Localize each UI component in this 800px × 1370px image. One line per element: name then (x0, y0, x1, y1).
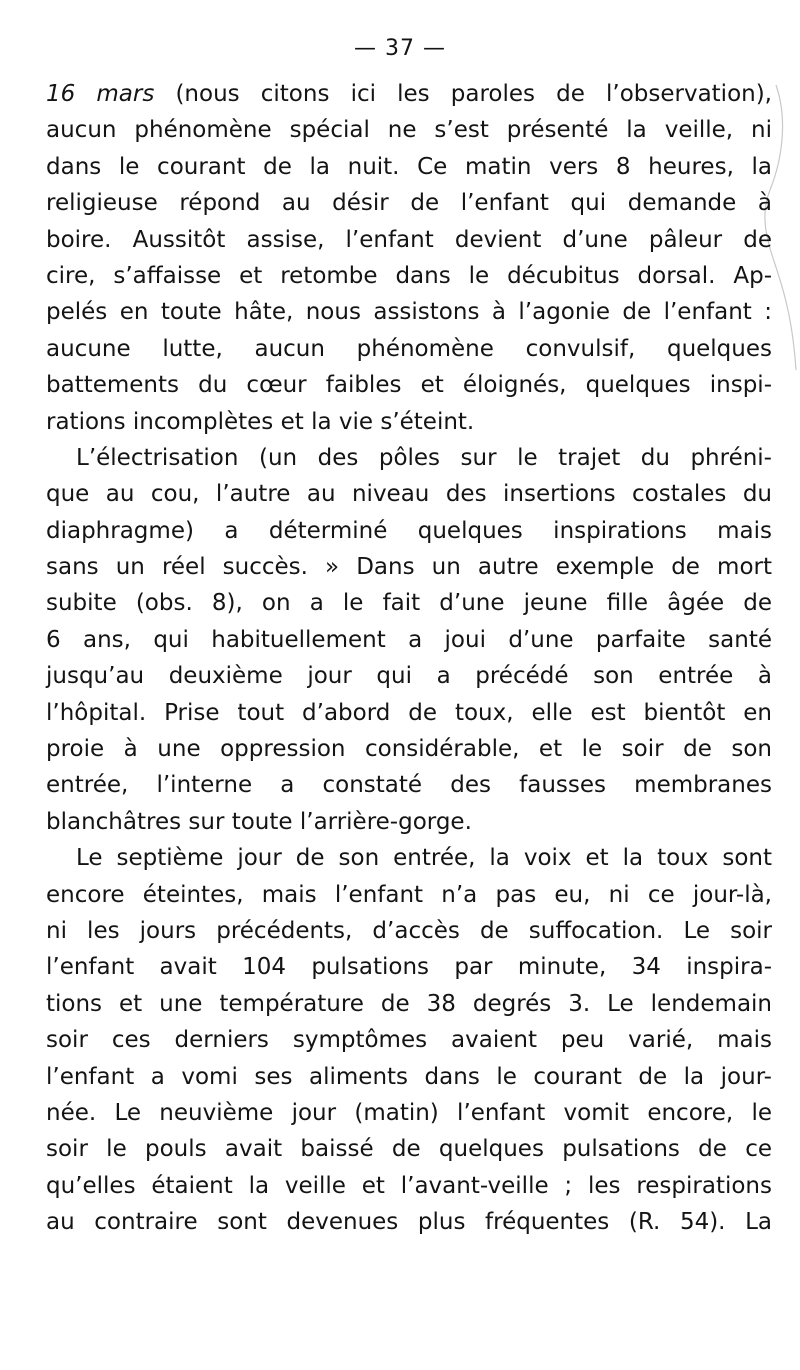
text-line: née. Le neuvième jour (matin) l’enfant vomit encore, le (46, 1099, 772, 1126)
text-line: aucun phénomène spécial ne s’est présenté la veille, ni (46, 117, 772, 144)
text-line: Le septième jour de son entrée, la voix et la toux sont (76, 845, 772, 872)
body-text (46, 76, 772, 1241)
text-line: L’électrisation (un des pôles sur le trajet du phréni- (76, 444, 772, 471)
text-line: qu’elles étaient la veille et l’avant-veille ; les respirations (46, 1172, 772, 1199)
text-line-rest: (nous citons ici les paroles de l’observation), (175, 81, 772, 107)
text-line: diaphragme) a déterminé quelques inspirations mais (46, 517, 772, 544)
text-line: cire, s’affaisse et retombe dans le décubitus dorsal. Ap- (46, 262, 772, 289)
text-line: 6 ans, qui habituellement a joui d’une parfaite santé (46, 626, 772, 653)
text-line: battements du cœur faibles et éloignés, quelques inspi- (46, 372, 772, 399)
text-line: l’hôpital. Prise tout d’abord de toux, elle est bientôt en (46, 699, 772, 726)
text-line: pelés en toute hâte, nous assistons à l’agonie de l’enfant : (46, 299, 772, 326)
text-line: boire. Aussitôt assise, l’enfant devient d’une pâleur de (46, 226, 772, 253)
text-line: proie à une oppression considérable, et le soir de son (46, 736, 772, 763)
text-line: l’enfant a vomi ses aliments dans le courant de la jour- (46, 1063, 772, 1090)
text-line: au contraire sont devenues plus fréquentes (R. 54). La (46, 1209, 772, 1236)
text-line: l’enfant avait 104 pulsations par minute, 34 inspira- (46, 954, 772, 981)
text-line: religieuse répond au désir de l’enfant qui demande à (46, 190, 772, 217)
text-line (46, 76, 772, 112)
text-line: que au cou, l’autre au niveau des insertions costales du (46, 481, 772, 508)
text-line: soir le pouls avait baissé de quelques pulsations de ce (46, 1136, 772, 1163)
text-line: blanchâtres sur toute l’arrière-gorge. (46, 808, 472, 835)
text-line: dans le courant de la nuit. Ce matin vers 8 heures, la (46, 153, 772, 180)
text-line: subite (obs. 8), on a le fait d’une jeune fille âgée de (46, 590, 772, 617)
page-number: — 37 — (354, 36, 446, 61)
text-line: ni les jours précédents, d’accès de suffocation. Le soir (46, 917, 772, 944)
date-italic: 16 mars (46, 81, 155, 107)
text-line: encore éteintes, mais l’enfant n’a pas eu, ni ce jour-là, (46, 881, 772, 908)
text-line: soir ces derniers symptômes avaient peu varié, mais (46, 1027, 772, 1054)
text-line: rations incomplètes et la vie s’éteint. (46, 408, 475, 435)
text-line: tions et une température de 38 degrés 3. Le lendemain (46, 990, 772, 1017)
text-line: aucune lutte, aucun phénomène convulsif, quelques (46, 335, 772, 362)
text-line: entrée, l’interne a constaté des fausses membranes (46, 772, 772, 799)
text-line: sans un réel succès. » Dans un autre exemple de mort (46, 554, 772, 581)
text-line: jusqu’au deuxième jour qui a précédé son entrée à (46, 663, 772, 690)
